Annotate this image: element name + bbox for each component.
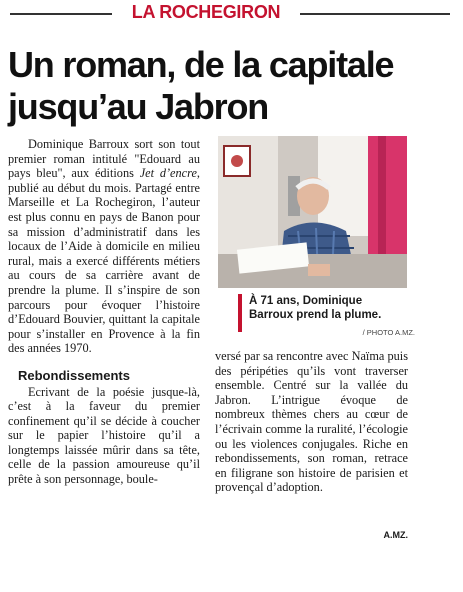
kicker-rule-right: [300, 13, 450, 15]
kicker-rule-left: [10, 13, 112, 15]
article-column-2: [215, 349, 408, 495]
intro-text-b: , publié au début du mois. Partagé entre Marseille et La Rochegiron, l’auteur est plus connu en pays de Banon pour sa mission d’administratif dans les locaux de l’Aide à domicile en milieu rural, mais a exercé différents métiers au cours de sa carrière avant de prendre la plume. Il s’inspire de son parcours pour évoquer l’histoire d’Edouard Bouvier, quittant la capitale pour s’installer en Provence à la fin des années 1970.: [8, 166, 200, 356]
photo-illustration: [218, 136, 407, 288]
author-signature: A.MZ.: [383, 530, 408, 540]
intro-paragraph: [8, 137, 200, 356]
section-subhead: Rebondissements: [18, 367, 130, 383]
photo-caption: À 71 ans, Dominique Barroux prend la plume.: [249, 295, 382, 321]
section-kicker: LA ROCHEGIRON: [131, 2, 281, 22]
publisher-name: Jet d’encre: [139, 166, 197, 181]
body-paragraph-2: Ecrivant de la poésie jusque-là, c’est à la faveur du premier confinement qu’il se décide à coucher sur le papier l’histoire qu’il a longtemps laissée mûrir dans sa tête, celle de la passion amoureuse qu’il prête à son personnage, boule-: [8, 384, 200, 487]
article-headline: Un roman, de la capitale jusqu’au Jabron: [8, 44, 394, 127]
photo-credit: / PHOTO A.MZ.: [362, 328, 415, 337]
intro-text-a: Dominique Barroux sort son tout premier roman intitulé "Edouard au pays bleu", aux éditions: [8, 137, 200, 181]
caption-accent-bar: [238, 294, 242, 332]
author-photo: [218, 136, 407, 288]
article-column-1: [8, 137, 200, 487]
body-paragraph-3: versé par sa rencontre avec Naïma puis des péripéties qu’ils vont traverser ensemble. Centré sur la vallée du Jabron. L’intrigue évoque de nombreux thèmes chers au cœur de l’écrivain comme la ruralité, l’écologie ou les violences conjugales. Riche en rebondissements, son roman, retrace en filigrane son histoire de parisien et provençal d’adoption.: [215, 349, 408, 495]
